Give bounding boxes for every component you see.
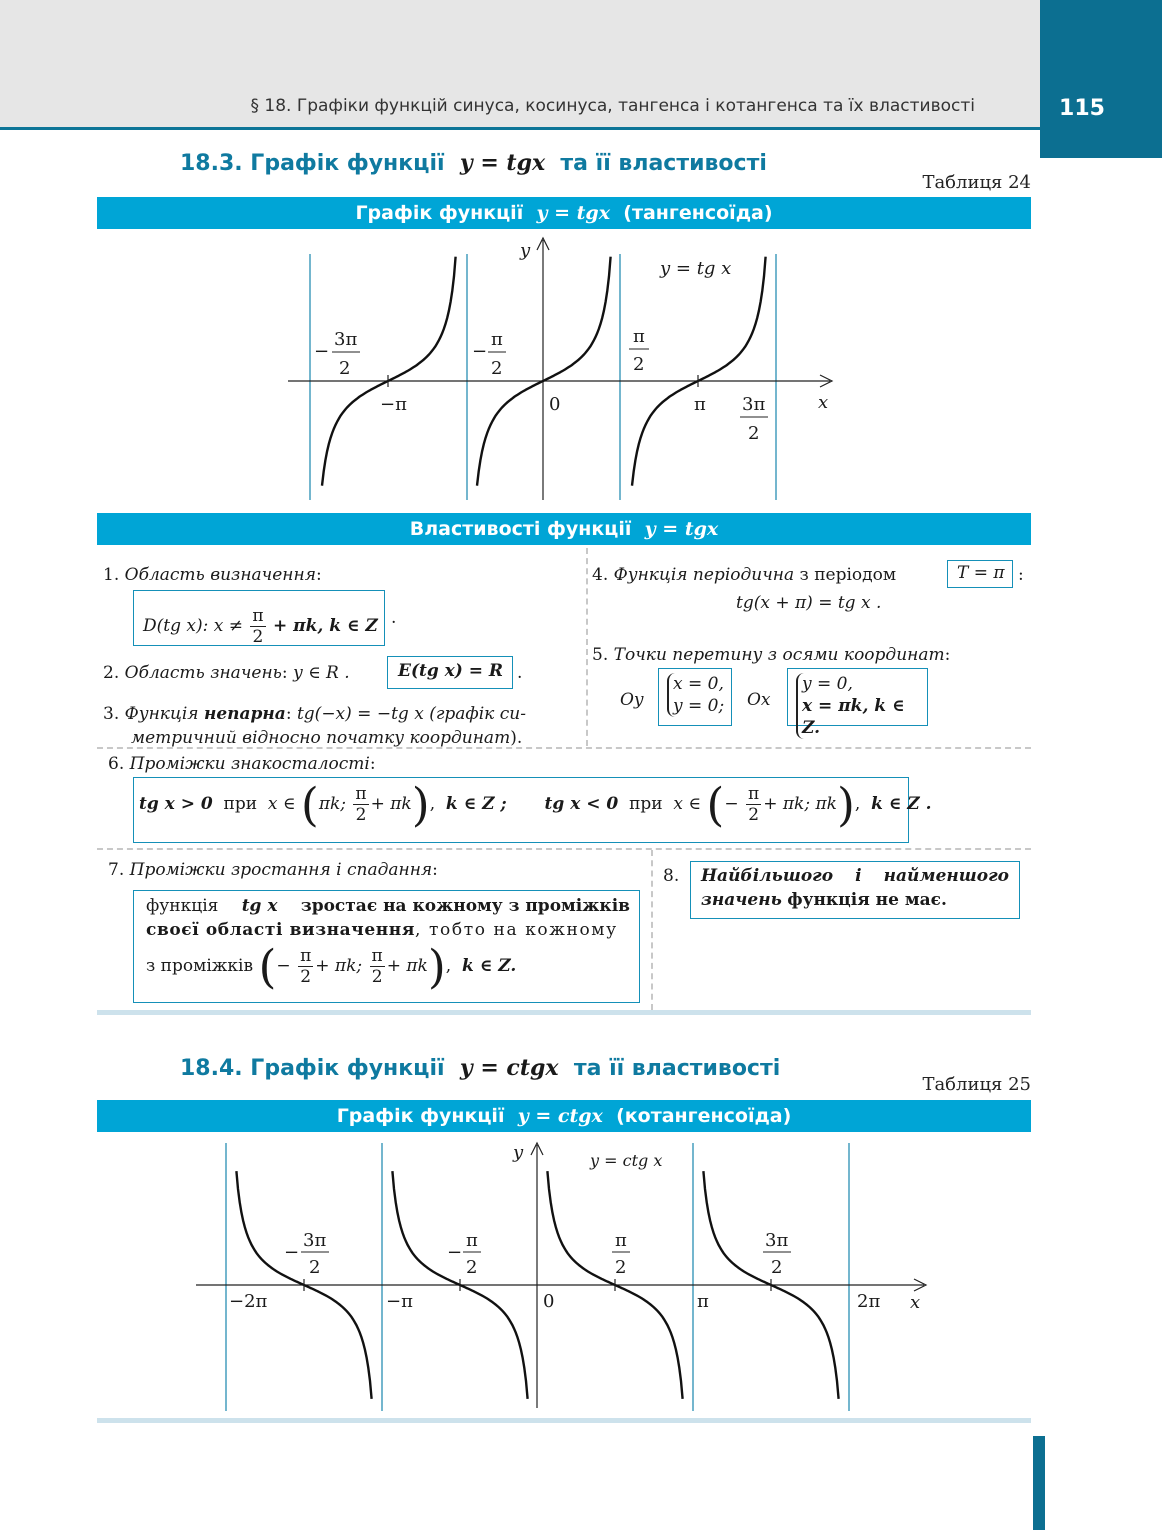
property-2-text: Область значень bbox=[124, 663, 282, 683]
section-end-rule-1 bbox=[97, 1010, 1031, 1015]
props-bar-prefix: Властивості функції bbox=[409, 518, 632, 540]
label-neg-3pi-2-num: 3π bbox=[334, 329, 358, 350]
section-title-suffix: та її властивості bbox=[560, 151, 767, 176]
y-axis-label: y bbox=[513, 1142, 524, 1163]
oy-system-box bbox=[658, 668, 732, 726]
label-pi: π bbox=[694, 394, 706, 415]
paren-right: ) bbox=[411, 777, 430, 832]
monotonicity-minus: − bbox=[276, 956, 291, 976]
property-5-num: 5. bbox=[592, 645, 609, 665]
property-3-num: 3. bbox=[103, 704, 120, 724]
domain-frac-num: π bbox=[252, 606, 264, 626]
paren-left-3: ( bbox=[258, 939, 277, 994]
graph-bar-prefix: Графік функції bbox=[355, 202, 524, 224]
monotonicity-text bbox=[146, 894, 630, 994]
section-title-18-4 bbox=[180, 1055, 780, 1081]
sign-intervals-box bbox=[133, 777, 932, 843]
section-title-suffix: та її властивості bbox=[573, 1056, 781, 1081]
page-number: 115 bbox=[1059, 96, 1105, 121]
label-2pi: 2π bbox=[857, 1291, 881, 1312]
period-formula-box bbox=[947, 560, 1013, 588]
label-3pi-2-num: 3π bbox=[765, 1230, 789, 1251]
label-neg-pi-2-den: 2 bbox=[466, 1257, 478, 1278]
section-title-18-3 bbox=[180, 150, 767, 176]
property-1 bbox=[103, 563, 322, 587]
range-formula: E(tg x) = R bbox=[398, 661, 504, 681]
positive-comma: , bbox=[429, 794, 436, 814]
negative-frac-num: π bbox=[748, 784, 760, 804]
positive-frac-num: π bbox=[355, 784, 367, 804]
property-6-colon: : bbox=[369, 754, 376, 774]
divider-vertical-1 bbox=[586, 548, 588, 746]
label-pi: π bbox=[697, 1291, 709, 1312]
tangent-graph bbox=[0, 230, 1162, 510]
positive-k: k ∈ Z ; bbox=[445, 794, 507, 814]
property-4-text-a: Функція періодична bbox=[613, 565, 795, 585]
y-axis-label: y bbox=[520, 240, 531, 261]
monotonicity-frac1-den: 2 bbox=[300, 967, 312, 987]
oy-system bbox=[667, 673, 724, 717]
property-3-text-a: Функція bbox=[124, 704, 199, 724]
property-3-note-3: ). bbox=[510, 728, 523, 748]
oy-label: Oy bbox=[620, 690, 644, 710]
property-7 bbox=[108, 858, 438, 882]
property-2-num: 2. bbox=[103, 663, 120, 683]
negative-k: k ∈ Z . bbox=[871, 794, 932, 814]
graph-bar-suffix: (тангенсоїда) bbox=[623, 202, 773, 224]
label-neg-3pi-2-den: 2 bbox=[339, 358, 351, 379]
property-3-note-2: метричний відносно початку координат bbox=[131, 728, 511, 748]
label-neg-3pi-2-num: 3π bbox=[303, 1230, 327, 1251]
paren-left-2: ( bbox=[706, 777, 725, 832]
tg-branch-3 bbox=[632, 257, 766, 486]
positive-interval-end: + πk bbox=[370, 794, 412, 814]
extremum-box bbox=[690, 861, 1020, 919]
property-3-note-1: (графік си- bbox=[429, 704, 526, 724]
negative-interval-end: + πk; πk bbox=[763, 794, 837, 814]
oy-system-line-2: y = 0; bbox=[673, 696, 725, 716]
label-3pi-2-den: 2 bbox=[771, 1257, 783, 1278]
property-1-num: 1. bbox=[103, 565, 120, 585]
extremum-none: функція не має. bbox=[787, 890, 947, 910]
x-axis-label: x bbox=[818, 392, 829, 413]
graph-bar-math: y = tgx bbox=[536, 202, 611, 224]
label-neg-3pi-2-sign: − bbox=[314, 341, 330, 362]
monotonicity-comma: , bbox=[445, 956, 452, 976]
property-6-text: Проміжки знакосталості bbox=[129, 754, 370, 774]
property-3-colon: : bbox=[285, 704, 292, 724]
label-neg-pi-2-den: 2 bbox=[491, 358, 503, 379]
extremum-line-1: Найбільшого і найменшого bbox=[701, 866, 1009, 886]
running-head: § 18. Графіки функцій синуса, косинуса, тангенса і котангенса та їх властивості bbox=[250, 96, 975, 116]
domain-formula-a: D(tg x): x ≠ bbox=[143, 616, 243, 636]
props-bar-tg bbox=[97, 513, 1031, 545]
curve-label-ctg: y = ctg x bbox=[590, 1151, 663, 1170]
property-7-num: 7. bbox=[108, 860, 125, 880]
section-title-prefix: 18.4. Графік функції bbox=[180, 1056, 445, 1081]
graph-bar-suffix: (котангенсоїда) bbox=[616, 1105, 792, 1127]
monotonicity-intervals-word: з проміжків bbox=[146, 956, 254, 976]
property-1-text: Область визначення bbox=[124, 565, 316, 585]
monotonicity-word-function: функція bbox=[146, 896, 219, 916]
property-3-math: tg(−x) = −tg x bbox=[296, 704, 424, 724]
paren-right-2: ) bbox=[836, 777, 855, 832]
label-neg-pi-2-num: π bbox=[491, 329, 503, 350]
label-neg-3pi-2-den: 2 bbox=[309, 1257, 321, 1278]
label-neg-pi: −π bbox=[386, 1291, 413, 1312]
label-neg-pi-2-num: π bbox=[466, 1230, 478, 1251]
property-5-text: Точки перетину з осями координат bbox=[613, 645, 945, 665]
paren-right-3: ) bbox=[427, 939, 446, 994]
negative-condition: tg x < 0 bbox=[544, 794, 619, 814]
curve-label-tg: y = tg x bbox=[660, 258, 732, 279]
label-zero: 0 bbox=[543, 1291, 555, 1312]
property-2 bbox=[103, 661, 350, 685]
period-formula: T = π bbox=[957, 563, 1005, 583]
x-axis-label: x bbox=[910, 1292, 921, 1313]
monotonicity-frac2-num: π bbox=[371, 946, 383, 966]
property-7-text: Проміжки зростання і спадання bbox=[129, 860, 433, 880]
graph-bar-prefix: Графік функції bbox=[336, 1105, 505, 1127]
table-label-25: Таблиця 25 bbox=[922, 1074, 1031, 1095]
label-neg-pi-2-sign: − bbox=[447, 1242, 463, 1263]
negative-frac-den: 2 bbox=[748, 805, 760, 825]
property-2-math: y ∈ R . bbox=[293, 663, 350, 683]
label-pi-2-num: π bbox=[633, 326, 645, 347]
label-pi-2-den: 2 bbox=[615, 1257, 627, 1278]
label-neg-pi-2-sign: − bbox=[472, 341, 488, 362]
graph-bar-math: y = ctgx bbox=[517, 1105, 603, 1127]
negative-set: x ∈ bbox=[673, 794, 701, 814]
paren-left: ( bbox=[300, 777, 319, 832]
negative-minus: − bbox=[724, 794, 739, 814]
period-colon: : bbox=[1018, 565, 1024, 585]
negative-word: при bbox=[629, 794, 663, 814]
property-7-colon: : bbox=[432, 860, 438, 880]
property-2-colon: : bbox=[281, 663, 288, 683]
ox-system-box bbox=[787, 668, 928, 738]
label-zero: 0 bbox=[549, 394, 561, 415]
domain-frac-den: 2 bbox=[252, 627, 264, 647]
label-neg-2pi: −2π bbox=[229, 1291, 268, 1312]
negative-comma: , bbox=[854, 794, 861, 814]
domain-formula-box bbox=[133, 590, 385, 646]
range-dot: . bbox=[517, 663, 523, 683]
section-end-rule-2 bbox=[97, 1418, 1031, 1423]
property-4-num: 4. bbox=[592, 565, 609, 585]
page-number-tab bbox=[1040, 0, 1162, 158]
extremum-values: значень bbox=[701, 890, 782, 910]
property-8-num: 8. bbox=[663, 866, 680, 886]
ox-system-line-2: x = πk, k ∈ Z. bbox=[802, 696, 905, 738]
property-4-text-b: з періодом bbox=[799, 565, 897, 585]
property-3-line-2 bbox=[131, 726, 522, 750]
monotonicity-increases: зростає на кожному з проміжків bbox=[300, 896, 630, 916]
monotonicity-k: k ∈ Z. bbox=[462, 956, 517, 976]
divider-horizontal-2 bbox=[97, 848, 1031, 850]
monotonicity-tg: tg x bbox=[241, 896, 278, 916]
property-5-colon: : bbox=[944, 645, 951, 665]
ox-label: Ox bbox=[747, 690, 771, 710]
property-6-num: 6. bbox=[108, 754, 125, 774]
ox-system bbox=[796, 673, 927, 739]
positive-interval-start: πk; bbox=[318, 794, 347, 814]
cotangent-graph bbox=[0, 1133, 1162, 1418]
section-title-math: y = ctgx bbox=[459, 1055, 559, 1081]
section-title-math: y = tgx bbox=[459, 150, 546, 176]
section-title-prefix: 18.3. Графік функції bbox=[180, 151, 445, 176]
property-6 bbox=[108, 752, 376, 776]
monotonicity-that-is: , тобто на кожному bbox=[415, 920, 618, 940]
property-3 bbox=[103, 702, 526, 726]
label-neg-3pi-2-sign: − bbox=[284, 1242, 300, 1263]
positive-word: при bbox=[223, 794, 258, 814]
monotonicity-box bbox=[133, 890, 640, 1003]
domain-dot: . bbox=[391, 608, 397, 628]
period-identity: tg(x + π) = tg x . bbox=[736, 593, 882, 613]
table-label-24: Таблиця 24 bbox=[922, 172, 1031, 193]
label-neg-pi: −π bbox=[380, 394, 407, 415]
monotonicity-start: + πk; bbox=[315, 956, 363, 976]
graph-bar-tg bbox=[97, 197, 1031, 229]
oy-system-line-1: x = 0, bbox=[673, 674, 724, 694]
graph-bar-ctg bbox=[97, 1100, 1031, 1132]
header-rule bbox=[0, 127, 1040, 130]
monotonicity-domain: своєї області визначення bbox=[146, 920, 416, 940]
positive-frac-den: 2 bbox=[355, 805, 367, 825]
label-pi-2-num: π bbox=[615, 1230, 627, 1251]
props-bar-math: y = tgx bbox=[644, 518, 719, 540]
property-3-text-b: непарна bbox=[203, 704, 286, 724]
monotonicity-frac1-num: π bbox=[300, 946, 312, 966]
label-3pi-2-num: 3π bbox=[742, 394, 766, 415]
property-1-colon: : bbox=[315, 565, 322, 585]
extremum-text bbox=[701, 864, 1009, 912]
monotonicity-end: + πk bbox=[386, 956, 428, 976]
positive-set: x ∈ bbox=[267, 794, 296, 814]
monotonicity-frac2-den: 2 bbox=[371, 967, 383, 987]
label-3pi-2-den: 2 bbox=[748, 423, 760, 444]
property-5 bbox=[592, 643, 950, 667]
property-4 bbox=[592, 563, 896, 587]
page-edge-tab bbox=[1033, 1436, 1045, 1530]
positive-condition: tg x > 0 bbox=[139, 794, 213, 814]
label-pi-2-den: 2 bbox=[633, 354, 645, 375]
ox-system-line-1: y = 0, bbox=[802, 674, 853, 694]
domain-formula-b: + πk, k ∈ Z bbox=[272, 616, 378, 636]
range-formula-box bbox=[387, 656, 513, 689]
divider-vertical-2 bbox=[651, 850, 653, 1010]
sign-intervals-row bbox=[139, 777, 932, 832]
